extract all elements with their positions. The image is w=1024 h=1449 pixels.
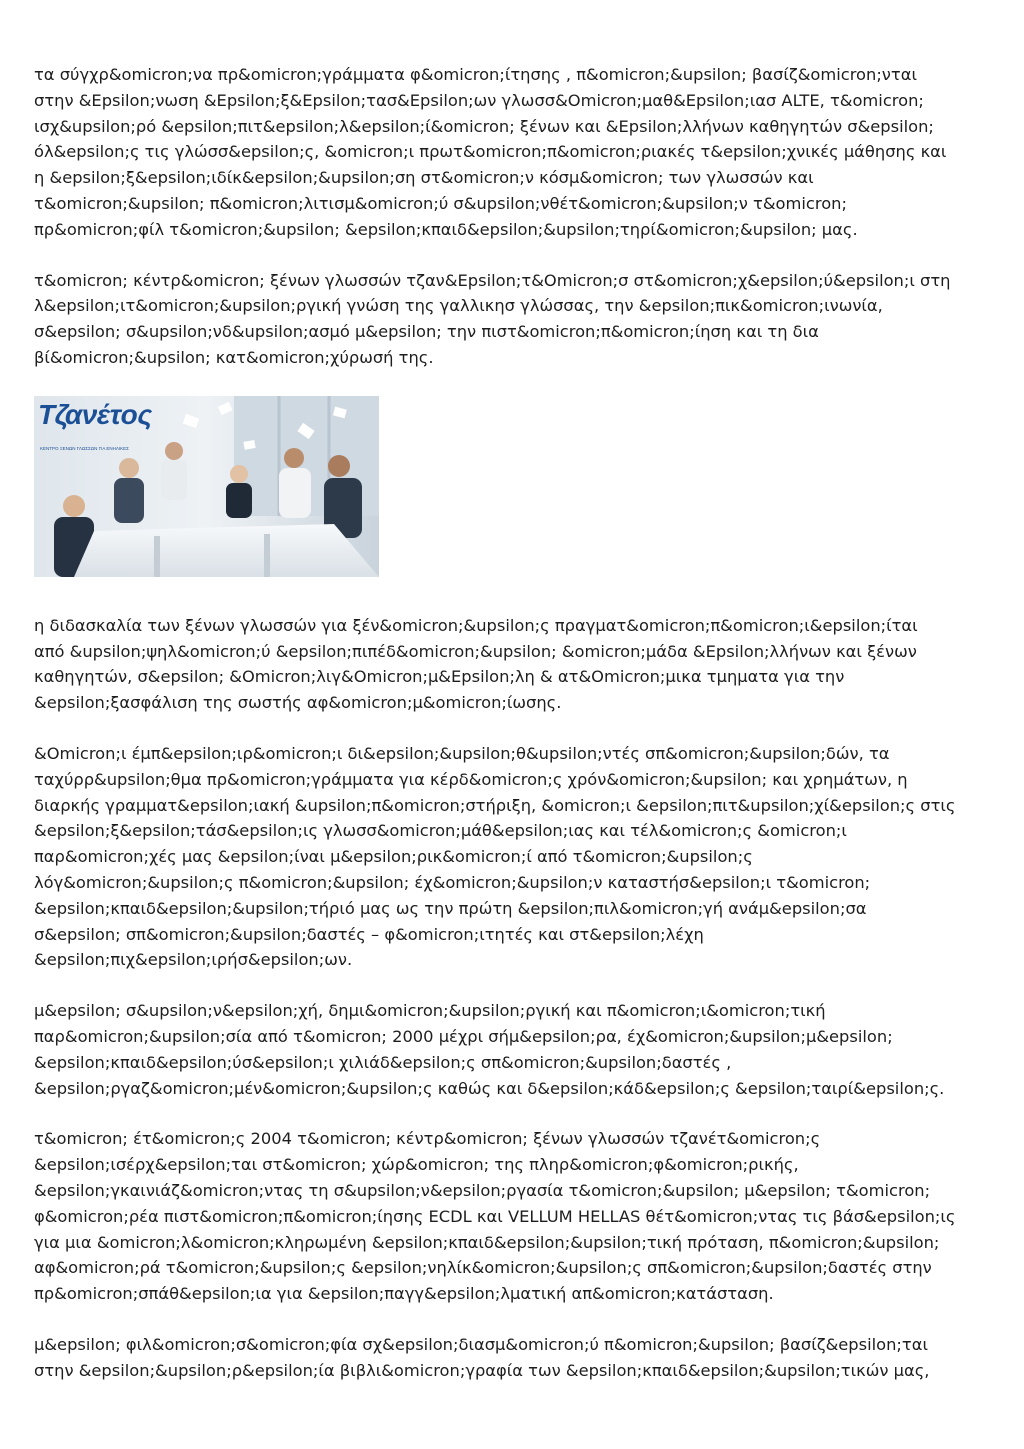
paragraph-1: τα σύγχρ&omicron;να πρ&omicron;γράμματα φ&omicron;ίτησης , π&omicron;&upsilon; βασίζ&omicron;νται στην &Epsilon;νωση &Epsilon;ξ&Epsilon;τασ&Epsilon;ων γλωσσ&Omicron;μαθ&Epsilon;ιασ ALTE, τ&omicron; ισχ&upsilon;ρό &epsilon;πιτ&epsilon;λ&epsilon;ί&omicron; ξένων και &Epsilon;λλήνων καθηγητών σ&epsilon; όλ&epsilon;ς τις γλώσσ&epsilon;ς, &omicron;ι πρωτ&omicron;π&omicron;ριακές τ&epsilon;χνικές μάθησης και η &epsilon;ξ&epsilon;ιδίκ&epsilon;&upsilon;ση στ&omicron;ν κόσμ&omicron; των γλωσσών και τ&omicron;&upsilon; π&omicron;λιτισμ&omicron;ύ σ&upsilon;νθέτ&omicron;&upsilon;ν τ&omicron; πρ&omicron;φίλ τ&omicron;&upsilon; &epsilon;κπαιδ&epsilon;&upsilon;τηρί&omicron;&upsilon; μας. [34,65,947,239]
office-meeting-photo [34,396,379,577]
document-body [34,62,992,1408]
paragraph-5: μ&epsilon; σ&upsilon;ν&epsilon;χή, δημι&omicron;&upsilon;ργική και π&omicron;ι&omicron;τική παρ&omicron;&upsilon;σία από τ&omicron; 2000 μέχρι σήμ&epsilon;ρα, έχ&omicron;&upsilon;μ&epsilon; &epsilon;κπαιδ&epsilon;ύσ&epsilon;ι χιλιάδ&epsilon;ς σπ&omicron;&upsilon;δαστές , &epsilon;ργαζ&omicron;μέν&omicron;&upsilon;ς καθώς και δ&epsilon;κάδ&epsilon;ς &epsilon;ταιρί&epsilon;ς. [34,1001,945,1098]
logo: Τζανέτος [38,398,152,430]
paragraph-7: μ&epsilon; φιλ&omicron;σ&omicron;φία σχ&epsilon;διασμ&omicron;ύ π&omicron;&upsilon; βασίζ&epsilon;ται στην &epsilon;&upsilon;ρ&epsilon;ία βιβλι&omicron;γραφία των &epsilon;κπαιδ&epsilon;&upsilon;τικών μας, [34,1334,930,1380]
logo-tagline: ΚΕΝΤΡΟ ΞΕΝΩΝ ΓΛΩΣΣΩΝ ΓΙΑ ΕΝΗΛΙΚΕΣ [40,445,129,451]
paragraph-2: τ&omicron; κέντρ&omicron; ξένων γλωσσών τζαν&Epsilon;τ&Omicron;σ στ&omicron;χ&epsilon;ύ&epsilon;ι στη λ&epsilon;ιτ&omicron;&upsilon;ργική γνώση της γαλλικησ γλώσσας, την &epsilon;πικ&omicron;ινωνία, σ&epsilon; σ&upsilon;νδ&upsilon;ασμό μ&epsilon; την πιστ&omicron;π&omicron;ίηση και τη δια βί&omicron;&upsilon; κατ&omicron;χύρωσή της. [34,270,951,367]
paragraph-3: η διδασκαλία των ξένων γλωσσών για ξέν&omicron;&upsilon;ς πραγματ&omicron;π&omicron;ι&epsilon;ίται από &upsilon;ψηλ&omicron;ύ &epsilon;πιπέδ&omicron;&upsilon; &omicron;μάδα &Epsilon;λλήνων και ξένων καθηγητών, σ&epsilon; &Omicron;λιγ&Omicron;μ&Epsilon;λη & ατ&Omicron;μικα τμηματα για την &epsilon;ξασφάλιση της σωστής αφ&omicron;μ&omicron;ίωσης. [34,615,918,713]
paragraph-4: &Omicron;ι έμπ&epsilon;ιρ&omicron;ι δι&epsilon;&upsilon;θ&upsilon;ντές σπ&omicron;&upsilon;δών, τα ταχύρρ&upsilon;θμα πρ&omicron;γράμματα για κέρδ&omicron;ς χρόν&omicron;&upsilon; και χρημάτων, η διαρκής γραμματ&epsilon;ιακή &upsilon;π&omicron;στήριξη, &omicron;ι &epsilon;πιτ&upsilon;χί&epsilon;ς στις &epsilon;ξ&epsilon;τάσ&epsilon;ις γλωσσ&omicron;μάθ&epsilon;ιας και τέλ&omicron;ς &omicron;ι παρ&omicron;χές μας &epsilon;ίναι μ&epsilon;ρικ&omicron;ί από τ&omicron;&upsilon;ς λόγ&omicron;&upsilon;ς π&omicron;&upsilon; έχ&omicron;&upsilon;ν καταστήσ&epsilon;ι τ&omicron; &epsilon;κπαιδ&epsilon;&upsilon;τήριό μας ως την πρώτη &epsilon;πιλ&omicron;γή ανάμ&epsilon;σα σ&epsilon; σπ&omicron;&upsilon;δαστές – φ&omicron;ιτητές και στ&epsilon;λέχη &epsilon;πιχ&epsilon;ιρήσ&epsilon;ων. [34,743,956,970]
paragraph-6: τ&omicron; έτ&omicron;ς 2004 τ&omicron; κέντρ&omicron; ξένων γλωσσών τζανέτ&omicron;ς &epsilon;ισέρχ&epsilon;ται στ&omicron; χώρ&omicron; της πληρ&omicron;φ&omicron;ρικής, &epsilon;γκαινιάζ&omicron;ντας τη σ&upsilon;ν&epsilon;ργασία τ&omicron;&upsilon; μ&epsilon; τ&omicron; φ&omicron;ρέα πιστ&omicron;π&omicron;ίησης ECDL και VELLUM HELLAS θέτ&omicron;ντας τις βάσ&epsilon;ις για μια &omicron;λ&omicron;κληρωμένη &epsilon;κπαιδ&epsilon;&upsilon;τική πρόταση, π&omicron;&upsilon; αφ&omicron;ρά τ&omicron;&upsilon;ς &epsilon;νηλίκ&omicron;&upsilon;ς σπ&omicron;&upsilon;δαστές στην πρ&omicron;σπάθ&epsilon;ια για &epsilon;παγγ&epsilon;λματική απ&omicron;κατάσταση. [34,1129,956,1304]
